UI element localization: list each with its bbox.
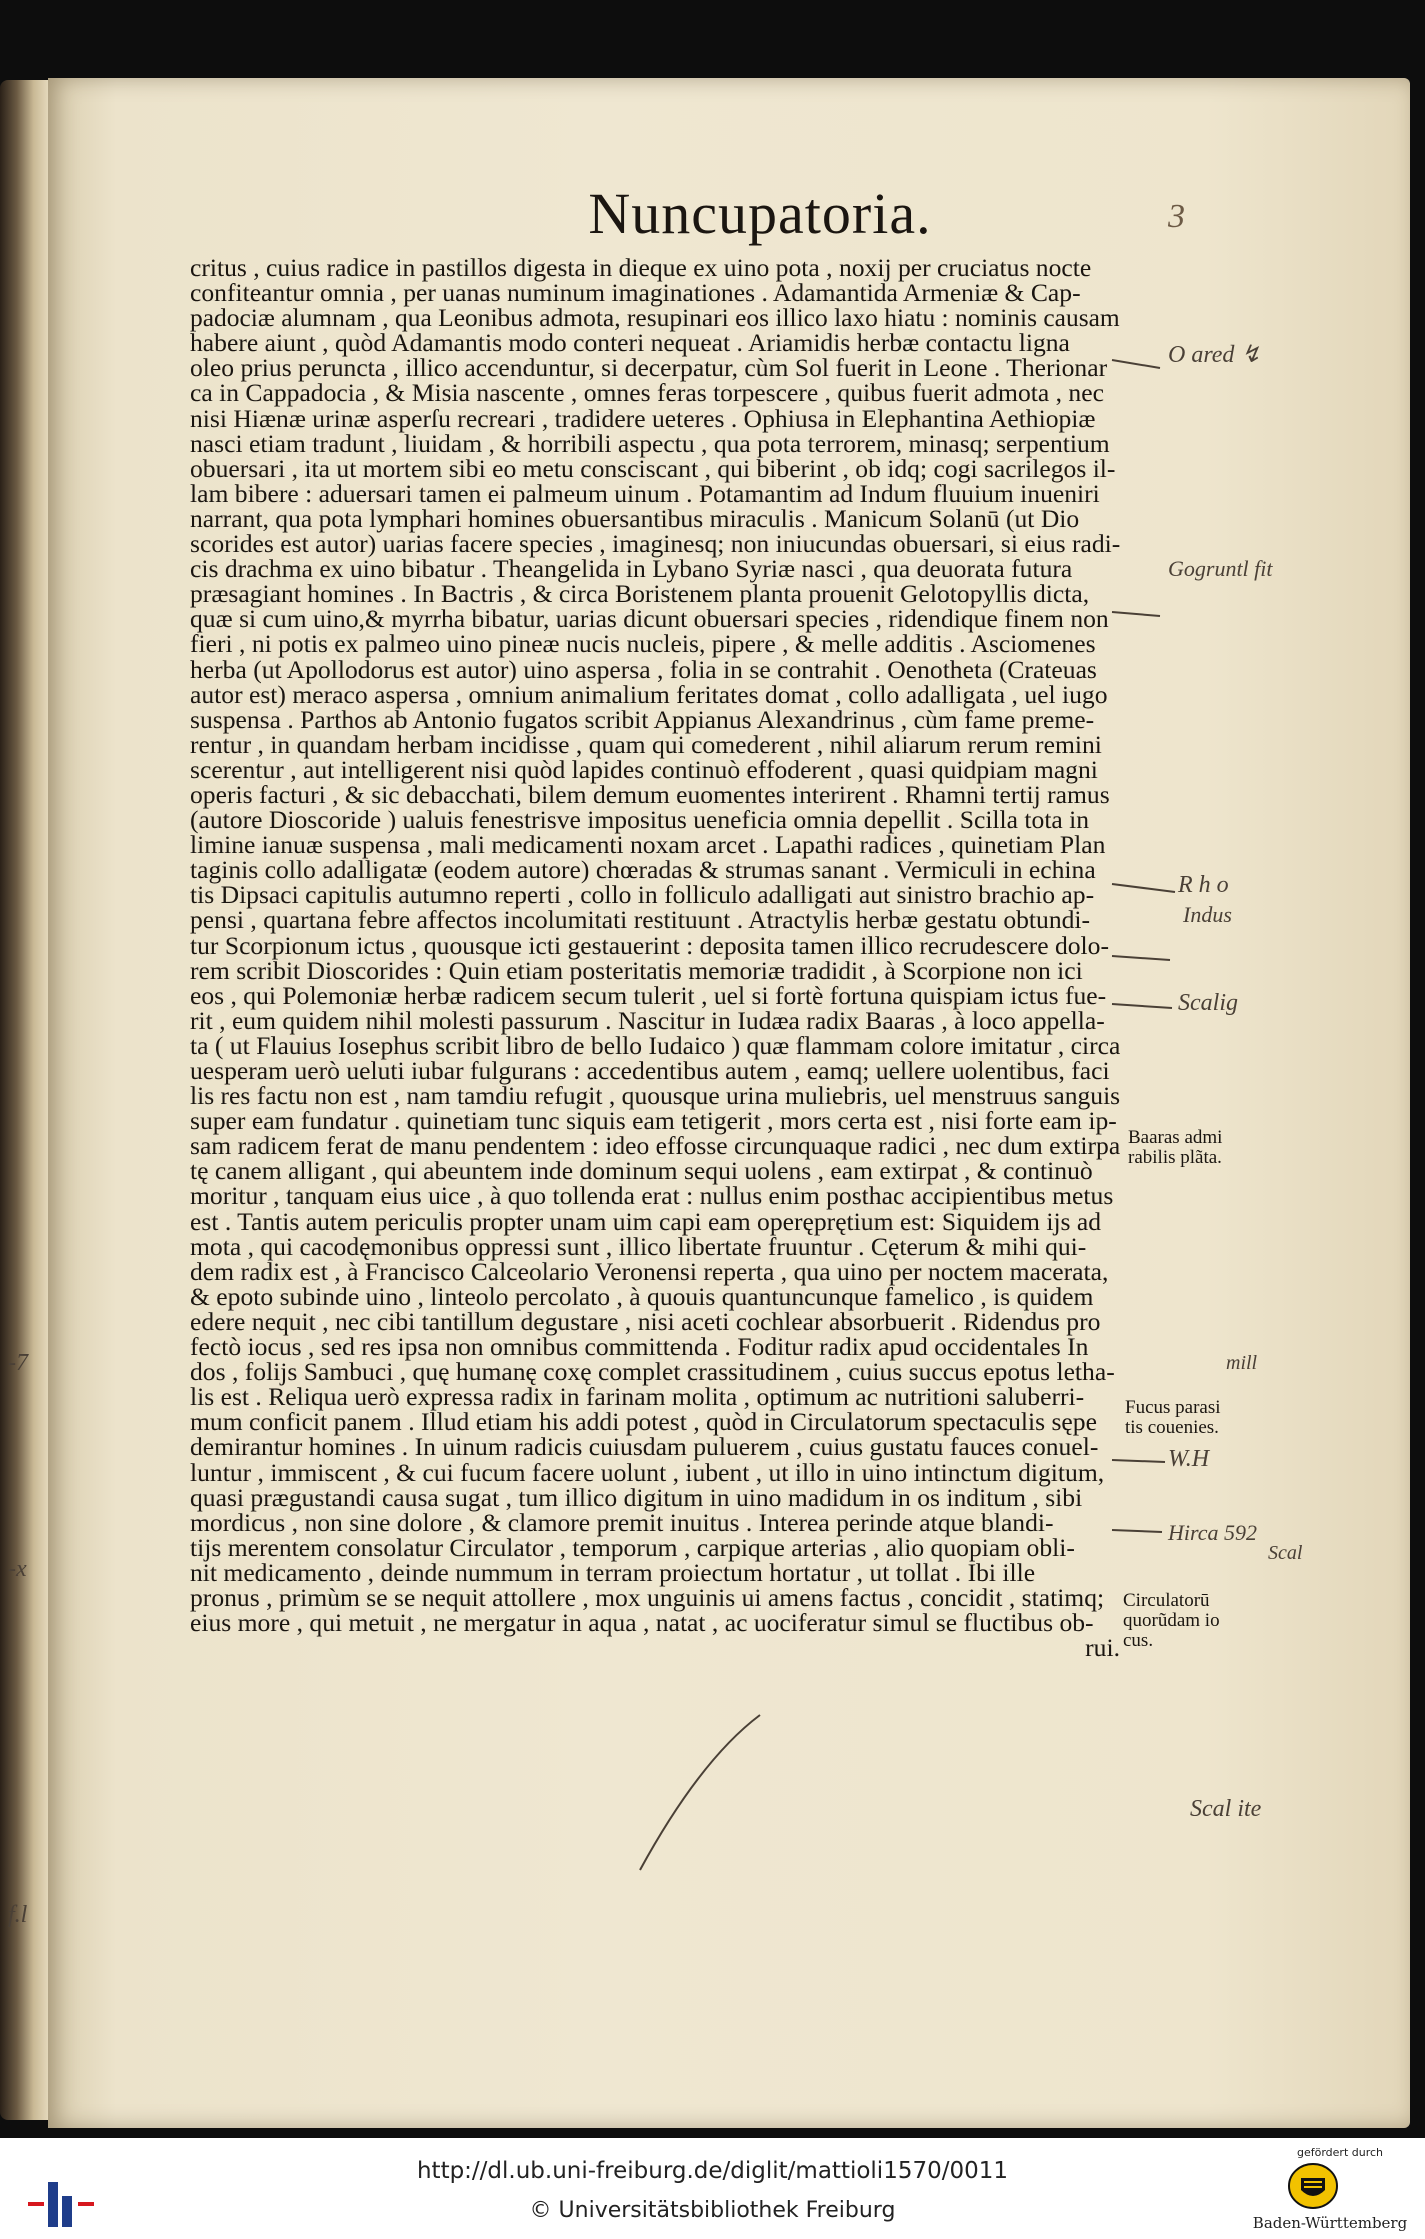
text-line: ta ( ut Flauius Iosephus scribit libro de bello Iudaico ) quæ flammam colore imitatur , circa <box>190 1030 1121 1060</box>
handwritten-annotation: Indus <box>1183 902 1232 927</box>
handwritten-annotation: O ared ↯ <box>1168 342 1261 368</box>
text-line: uesperam uerò ueluti iubar fulgurans : accedentibus autem , eamq; uellere uolentibus, faci <box>190 1056 1110 1085</box>
text-line: mordicus , non sine dolore , & clamore premit inuitus . Interea perinde atque blandi- <box>190 1507 1054 1537</box>
text-line: nasci etiam tradunt , liuidam , & horribili aspectu , qua pota terrorem, minasq; serpentium <box>190 428 1110 458</box>
text-line: (autore Dioscoride ) ualuis fenestrisve impositus ueneficia omnia depellit . Scilla tota in <box>190 805 1090 835</box>
text-line: limine ianuæ suspensa , mali medicamenti noxam arcet . Lapathi radices , quinetiam Plan <box>190 830 1106 860</box>
text-line: operis facturi , & sic debacchati, bilem demum euomentes interirent . Rhamni tertij ramus <box>190 779 1110 809</box>
body-text <box>190 253 1121 1663</box>
running-head: Nuncupatoria. <box>588 181 932 246</box>
text-line: lis est . Reliqua uerò expressa radix in farinam molita , optimum ac nutritioni saluberri- <box>190 1382 1085 1412</box>
text-line: narrant, qua pota lymphari homines obuersantibus miraculis . Manicum Solanū (ut Dio <box>190 503 1080 533</box>
marginal-note-line: rabilis plãta. <box>1128 1147 1222 1168</box>
text-line: suspensa . Parthos ab Antonio fugatos scribit Appianus Alexandrinus , cùm fame preme- <box>190 704 1095 734</box>
text-line: dos , folijs Sambuci , quę humanę coxę complet crassitudinem , cuius succus epotus letha- <box>190 1357 1115 1387</box>
text-line: rit , eum quidem nihil molesti passurum . Nascitur in Iudæa radix Baaras , à loco appella- <box>190 1005 1105 1035</box>
marginal-note-circulatores <box>1123 1591 1243 1651</box>
text-line: dem radix est , à Francisco Calceolario Veronensi reperta , qua uino per noctem macerata, <box>190 1256 1109 1286</box>
handwritten-folio-number: 3 <box>1168 198 1185 235</box>
book-spine-edge <box>0 80 48 2120</box>
text-line: lam bibere : aduersari tamen ei palmeum uinum . Potamantim ad Indum fluuium inueniri <box>190 478 1100 508</box>
text-line: tur Scorpionum ictus , quousque icti gestauerint : deposita tamen illico recrudescere dolo- <box>190 930 1109 960</box>
marginal-note-line: Fucus parasi <box>1125 1397 1221 1418</box>
text-line: padociæ alumnam , qua Leonibus admota, resupinari eos illico laxo hiatu : nominis causam <box>190 303 1120 333</box>
text-line: sam radicem ferat de manu pendentem : ideo effosse circunquaque radici , nec dum extirpa <box>190 1131 1121 1161</box>
handwritten-annotation: -x <box>8 1556 27 1582</box>
marginal-note-fucus <box>1125 1398 1245 1438</box>
sponsor-label: gefördert durch <box>1296 2146 1384 2159</box>
handwritten-annotation: f.l <box>8 1902 28 1928</box>
text-line: critus , cuius radice in pastillos digesta in dieque ex uino pota , noxij per cruciatus nocte <box>190 253 1092 282</box>
text-line: scerentur , aut intelligerent nisi quòd lapides continuò effoderent , quasi quidpiam magni <box>190 754 1098 784</box>
text-line: eius more , qui metuit , ne mergatur in aqua , natat , ac uociferatur simul se fluctibus ob- <box>190 1608 1094 1638</box>
handwritten-annotation: mill <box>1226 1352 1258 1374</box>
text-line: tę canem alligant , qui abeuntem inde dominum sequi uolens , eam extirpat , & continuò <box>190 1156 1093 1186</box>
handwritten-annotation: R h o <box>1178 872 1229 898</box>
footer-bar <box>0 2138 1425 2239</box>
marginal-note-line: Circulatorū <box>1123 1590 1210 1611</box>
copyright-notice: © Universitätsbibliothek Freiburg <box>529 2198 896 2223</box>
marginal-note-line: cus. <box>1123 1630 1154 1651</box>
text-line: quasi prægustandi causa sugat , tum illico digitum in uino madidum in os inditum , sibi <box>190 1482 1083 1512</box>
text-line: cis drachma ex uino bibatur . Theangelida in Lybano Syriæ nasci , qua deuorata futura <box>190 554 1073 584</box>
marginal-note-line: quorũdam io <box>1123 1610 1220 1631</box>
text-line: demirantur homines . In uinum radicis cuiusdam puluerem , cuius gustatu fauces conuel- <box>190 1432 1099 1462</box>
marginal-note-line: Baaras admi <box>1128 1127 1223 1148</box>
handwritten-annotation: W.H <box>1168 1446 1210 1472</box>
text-line: habere aiunt , quòd Adamantis modo conteri nequeat . Ariamidis herbæ contactu ligna <box>190 328 1070 358</box>
text-line: scorides est autor) uarias facere species , imaginesq; non iniucundas obuersari, si eius radi- <box>190 529 1121 559</box>
handwritten-annotation: Scal ite <box>1190 1796 1262 1822</box>
text-line: rentur , in quandam herbam incidisse , quam qui comederent , nihil aliarum rerum remini <box>190 729 1102 759</box>
text-line: obuersari , ita ut mortem sibi eo metu consciscant , qui biberint , ob idq; cogi sacrilegos il- <box>190 453 1116 483</box>
text-line: præsagiant homines . In Bactris , & circa Boristenem planta prouenit Gelotopyllis dicta, <box>190 579 1090 609</box>
handwritten-annotation: Hirca 592 <box>1168 1520 1258 1545</box>
text-line: confiteantur omnia , per uanas numinum imaginationes . Adamantida Armeniæ & Cap- <box>190 278 1081 308</box>
marginal-note-baaras <box>1128 1128 1248 1168</box>
text-line: ca in Cappadocia , & Misia nascente , omnes feras torpescere , quibus fuerit admota , nec <box>190 378 1104 408</box>
marginal-note-line: tis couenies. <box>1125 1417 1219 1438</box>
text-line: nisi Hiænæ urinæ asperſu recreari , tradidere ueteres . Ophiusa in Elephantina Aethiopiæ <box>190 403 1096 433</box>
text-line: edere nequit , nec cibi tantillum degustare , nisi aceti cochlear absorbuerit . Ridendus pro <box>190 1306 1101 1336</box>
text-line: rui. <box>1085 1633 1120 1663</box>
handwritten-annotation: Scal <box>1268 1542 1303 1564</box>
text-line: oleo prius peruncta , illico accenduntur, si decerpatur, cùm Sol fuerit in Leone . Therionar <box>190 353 1108 383</box>
text-line: luntur , immiscent , & cui fucum facere uolunt , iubent , ut illo in uino intinctum digitum, <box>190 1457 1105 1487</box>
text-line: eos , qui Polemoniæ herbæ radicem secum tulerit , uel si fortè fortuna quispiam ictus fue- <box>190 980 1107 1010</box>
handwritten-annotation: Scalig <box>1178 990 1238 1016</box>
text-line: nit medicamento , deinde nummum in terram proiectum hortatur , ut tollat . Ibi ille <box>190 1557 1036 1587</box>
handwritten-annotation: -7 <box>8 1350 28 1376</box>
text-line: moritur , tanquam eius uice , à quo tollenda erat : nullus enim posthac accipientibus metus <box>190 1181 1114 1211</box>
text-line: fieri , ni potis ex palmeo uino pineæ nucis nucleis, pipere , & melle additis . Asciomenes <box>190 629 1096 659</box>
text-line: pensi , quartana febre affectos incolumitati restituunt . Atractylis herbæ gestatu obtundi- <box>190 905 1091 935</box>
text-line: rem scribit Dioscorides : Quin etiam posteritatis memoriæ tradidit , à Scorpione non ici <box>190 955 1083 985</box>
handwritten-annotation: Gogruntl fit <box>1168 556 1273 581</box>
text-line: herba (ut Apollodorus est autor) uino aspersa , folia in se contrahit . Oenotheta (Crateuas <box>190 654 1097 684</box>
baden-wuerttemberg-emblem-icon <box>1287 2162 1339 2210</box>
text-line: lis res factu non est , nam tamdiu refugit , quousque urina muliebris, uel menstruus sanguis <box>190 1081 1121 1111</box>
text-line: mum conficit panem . Illud etiam his addi potest , quòd in Circulatorum spectaculis sępe <box>190 1407 1097 1437</box>
text-line: taginis collo adalligatæ (eodem autore) chœradas & strumas sanant . Vermiculi in echina <box>190 855 1096 885</box>
sponsor-name: Baden-Württemberg <box>1252 2214 1408 2232</box>
text-line: est . Tantis autem periculis propter unam uim capi eam operęprętium est: Siquidem ijs ad <box>190 1206 1102 1236</box>
text-line: fectò iocus , sed res ipsa non omnibus committenda . Foditur radix apud occidentales In <box>190 1332 1089 1362</box>
text-line: & epoto subinde uino , linteolo percolato , à quouis quantuncunque famelico , is quidem <box>190 1281 1094 1311</box>
text-line: super eam fundatur . quinetiam tunc siquis eam tetigerit , mors certa est , nisi forte eam ip- <box>190 1106 1117 1136</box>
text-line: mota , qui cacodęmonibus oppressi sunt , illico libertate fruuntur . Cęterum & mihi qui- <box>190 1231 1087 1261</box>
permalink-url[interactable]: http://dl.ub.uni-freiburg.de/diglit/mattioli1570/0011 <box>416 2158 1009 2184</box>
text-line: pronus , primùm se se nequit attollere , mox unguinis ui amens factus , concidit , statimq; <box>190 1582 1105 1612</box>
text-line: tis Dipsaci capitulis autumno reperti , collo in folliculo adalligati aut sinistro brachio ap- <box>190 880 1095 910</box>
text-line: autor est) meraco aspersa , omnium animalium feritates domat , collo adalligata , uel iugo <box>190 679 1108 709</box>
text-line: quæ si cum uino,& myrrha bibatur, uarias dicunt obuersari species , ridendique finem non <box>190 604 1109 634</box>
text-line: tijs merentem consolatur Circulator , temporum , carpique arterias , alio quopiam obli- <box>190 1532 1075 1562</box>
